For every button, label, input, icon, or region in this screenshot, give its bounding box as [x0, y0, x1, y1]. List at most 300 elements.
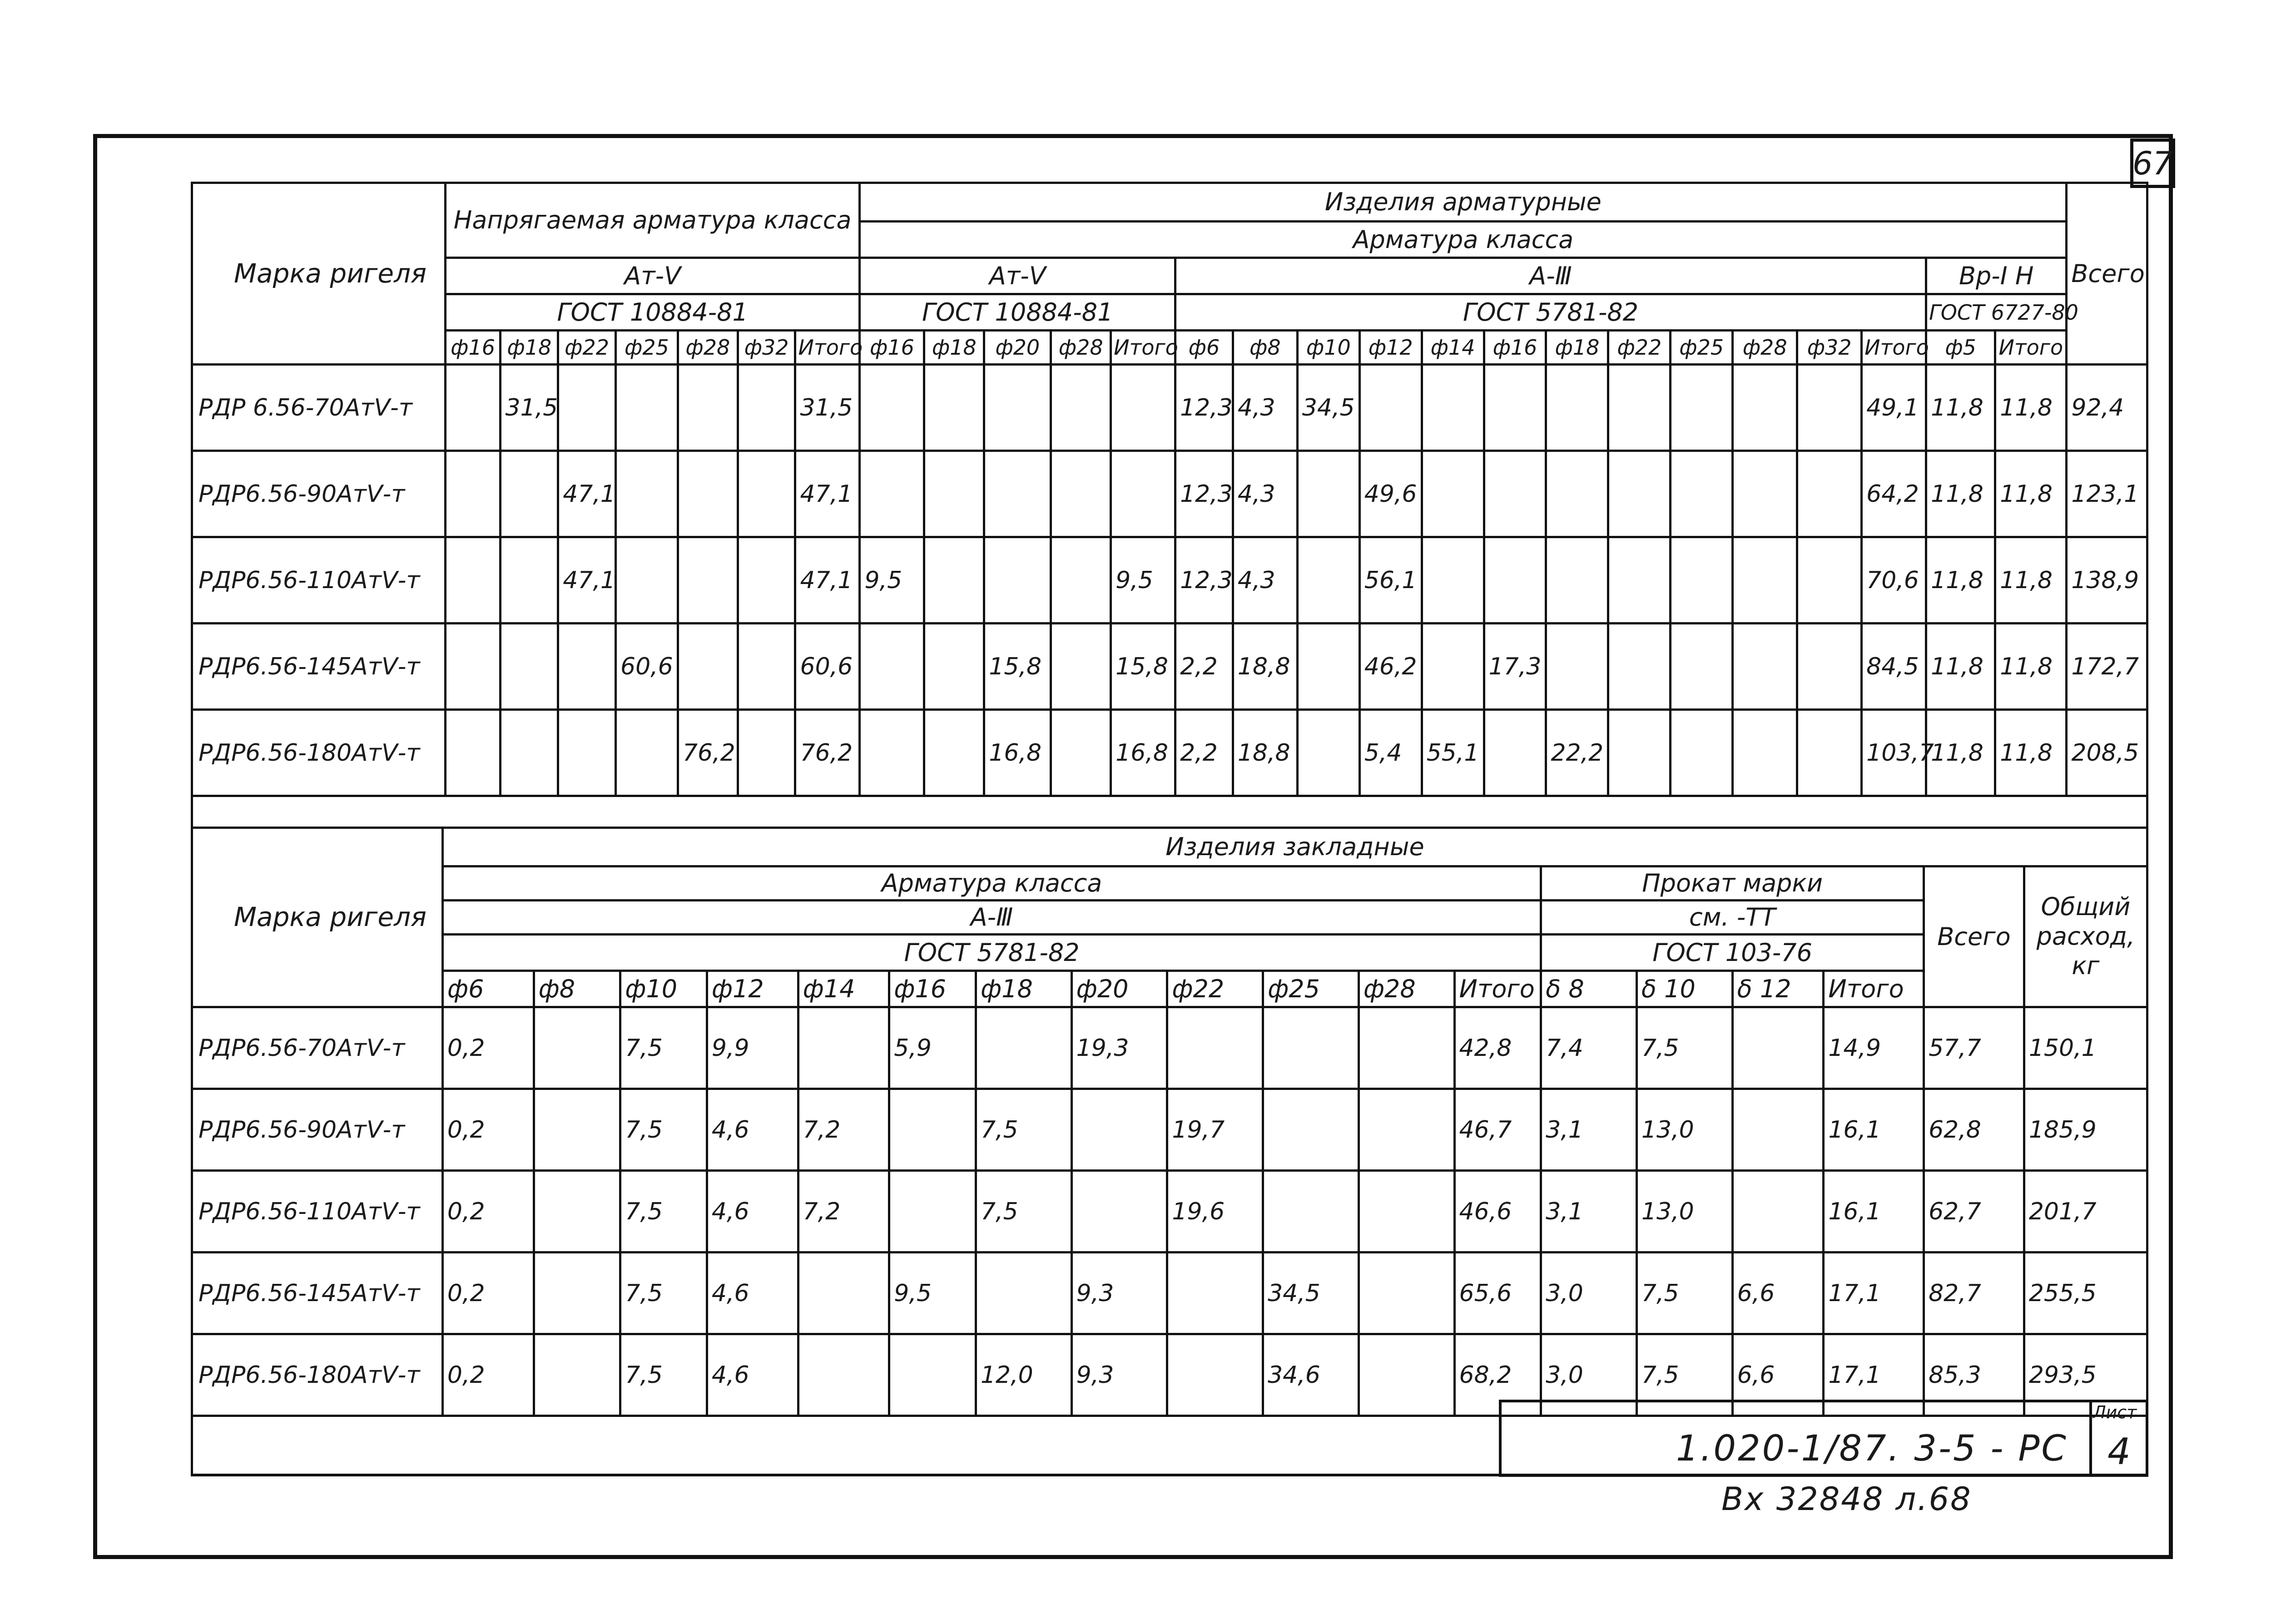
- table-cell: 62,7: [1924, 1171, 2024, 1253]
- table-row: [192, 365, 2147, 451]
- t2-col-header: δ 12: [1732, 971, 1824, 1007]
- t2-col-header: ф12: [707, 971, 798, 1007]
- t1-col-header: ф18: [1546, 331, 1608, 365]
- table-cell: [534, 1007, 620, 1089]
- drawing-frame-right: [2169, 134, 2173, 1555]
- table-cell: 42,8: [1454, 1007, 1541, 1089]
- row-mark: РДР6.56-110АтⅤ-т: [192, 537, 446, 624]
- table-cell: [1263, 1007, 1359, 1089]
- table-cell: [1297, 710, 1359, 796]
- table-cell: 5,4: [1359, 710, 1422, 796]
- table-cell: [976, 1007, 1071, 1089]
- table-cell: 34,5: [1297, 365, 1359, 451]
- table-row: [192, 451, 2147, 537]
- table-cell: 19,6: [1167, 1171, 1263, 1253]
- row-mark: РДР 6.56-70АтⅤ-т: [192, 365, 446, 451]
- t2-body: [192, 1007, 2147, 1416]
- table-cell: [534, 1253, 620, 1334]
- table-cell: 4,3: [1233, 365, 1297, 451]
- sheet-label: Лист: [2093, 1402, 2137, 1422]
- table-cell: [1484, 537, 1546, 624]
- table-cell: 201,7: [2024, 1171, 2147, 1253]
- table-cell: [1733, 537, 1797, 624]
- table-cell: 4,6: [707, 1089, 798, 1171]
- table-cell: 11,8: [1995, 537, 2067, 624]
- table-cell: 7,5: [620, 1089, 707, 1171]
- table-cell: 18,8: [1233, 710, 1297, 796]
- t2-rolled-title: Прокат марки: [1541, 866, 1924, 901]
- table-cell: 9,5: [860, 537, 924, 624]
- table-cell: [445, 624, 501, 710]
- table-cell: [1608, 537, 1671, 624]
- t2-col-header: δ 10: [1636, 971, 1732, 1007]
- table-cell: 6,6: [1732, 1334, 1824, 1416]
- table-cell: [889, 1334, 976, 1416]
- table-cell: 7,5: [976, 1089, 1071, 1171]
- table-cell: 15,8: [984, 624, 1051, 710]
- table-cell: 17,1: [1824, 1253, 1924, 1334]
- table-cell: 138,9: [2067, 537, 2147, 624]
- table-cell: 7,5: [976, 1171, 1071, 1253]
- table-cell: 18,8: [1233, 624, 1297, 710]
- t2-armature-gost: ГОСТ 5781-82: [442, 935, 1541, 971]
- table-cell: 5,9: [889, 1007, 976, 1089]
- table-cell: [860, 624, 924, 710]
- table-cell: 7,5: [620, 1007, 707, 1089]
- table-cell: 12,3: [1175, 365, 1233, 451]
- table-cell: [1797, 624, 1862, 710]
- table-cell: [445, 365, 501, 451]
- row-mark: РДР6.56-90АтⅤ-т: [192, 451, 446, 537]
- t1-total-header: Всего: [2067, 183, 2147, 365]
- table-cell: 22,2: [1546, 710, 1608, 796]
- table-cell: 84,5: [1862, 624, 1926, 710]
- table-cell: [1167, 1007, 1263, 1089]
- table-cell: [1359, 1089, 1454, 1171]
- table-cell: 76,2: [795, 710, 860, 796]
- table-cell: [924, 710, 984, 796]
- table-cell: 34,5: [1263, 1253, 1359, 1334]
- table-cell: 293,5: [2024, 1334, 2147, 1416]
- table-cell: 47,1: [558, 451, 616, 537]
- table-cell: 46,2: [1359, 624, 1422, 710]
- table-cell: 7,2: [798, 1171, 889, 1253]
- table-cell: 15,8: [1111, 624, 1175, 710]
- table-cell: 11,8: [1995, 624, 2067, 710]
- table-cell: [1546, 451, 1608, 537]
- table-cell: [678, 365, 738, 451]
- table-cell: 4,6: [707, 1334, 798, 1416]
- table-cell: 11,8: [1995, 365, 2067, 451]
- t2-overall-header: Общий расход, кг: [2024, 866, 2147, 1007]
- table-cell: [889, 1089, 976, 1171]
- t2-col-header: ф14: [798, 971, 889, 1007]
- table-cell: 2,2: [1175, 624, 1233, 710]
- table-cell: 7,5: [1636, 1334, 1732, 1416]
- table-cell: [558, 710, 616, 796]
- table-cell: 17,1: [1824, 1334, 1924, 1416]
- table-cell: [1797, 451, 1862, 537]
- t1-vp-class: Вр-Ⅰ Н: [1926, 258, 2067, 294]
- table-cell: [1051, 451, 1111, 537]
- table-cell: [1167, 1253, 1263, 1334]
- table-cell: 57,7: [1924, 1007, 2024, 1089]
- table-cell: 4,6: [707, 1253, 798, 1334]
- table-cell: 60,6: [615, 624, 678, 710]
- table-cell: 16,8: [1111, 710, 1175, 796]
- t2-col-header: ф6: [442, 971, 534, 1007]
- t2-col-header: δ 8: [1541, 971, 1637, 1007]
- table-cell: [1359, 1007, 1454, 1089]
- row-mark: РДР6.56-180АтⅤ-т: [192, 1334, 443, 1416]
- table-cell: 34,6: [1263, 1334, 1359, 1416]
- table-cell: 0,2: [442, 1334, 534, 1416]
- table-row: [192, 1007, 2147, 1089]
- table-row: [192, 1171, 2147, 1253]
- table-cell: 12,3: [1175, 451, 1233, 537]
- table-cell: [615, 537, 678, 624]
- table-cell: [924, 624, 984, 710]
- table-cell: [1546, 537, 1608, 624]
- t2-products-title: Изделия закладные: [442, 828, 2147, 866]
- table-cell: 7,5: [1636, 1007, 1732, 1089]
- table-cell: 16,8: [984, 710, 1051, 796]
- table-cell: [1051, 624, 1111, 710]
- table-cell: 11,8: [1926, 451, 1995, 537]
- table-cell: 103,7: [1862, 710, 1926, 796]
- t2-armature-title: Арматура класса: [442, 866, 1541, 901]
- table-cell: [798, 1334, 889, 1416]
- table-cell: [1797, 710, 1862, 796]
- table-cell: 47,1: [795, 537, 860, 624]
- table-cell: [558, 624, 616, 710]
- table-cell: 46,7: [1454, 1089, 1541, 1171]
- table-cell: 7,5: [620, 1253, 707, 1334]
- table-cell: [445, 451, 501, 537]
- table-cell: [976, 1253, 1071, 1334]
- t1-col-header: ф12: [1359, 331, 1422, 365]
- table-cell: [1263, 1089, 1359, 1171]
- table-cell: [678, 451, 738, 537]
- table-cell: [1071, 1089, 1167, 1171]
- table-cell: [738, 451, 795, 537]
- table-cell: 185,9: [2024, 1089, 2147, 1171]
- t1-at5-class: Ат-Ⅴ: [860, 258, 1175, 294]
- table-cell: [615, 365, 678, 451]
- t2-col-header: Итого: [1824, 971, 1924, 1007]
- row-mark: РДР6.56-70АтⅤ-т: [192, 1007, 443, 1089]
- table-cell: [1422, 624, 1484, 710]
- table-cell: 11,8: [1926, 710, 1995, 796]
- table-cell: [1733, 624, 1797, 710]
- t1-col-header: Итого: [795, 331, 860, 365]
- table-cell: [678, 537, 738, 624]
- t1-col-header: ф16: [445, 331, 501, 365]
- t1-col-header: ф22: [1608, 331, 1671, 365]
- table-cell: 255,5: [2024, 1253, 2147, 1334]
- inventory-number: Вх 32848 л.68: [1721, 1480, 1972, 1518]
- table-cell: 0,2: [442, 1171, 534, 1253]
- table-cell: 3,1: [1541, 1089, 1637, 1171]
- t2-col-header: ф10: [620, 971, 707, 1007]
- table-cell: 4,3: [1233, 451, 1297, 537]
- t2-col-header: ф28: [1359, 971, 1454, 1007]
- table-cell: [1297, 624, 1359, 710]
- table-cell: [1671, 365, 1733, 451]
- table-cell: [798, 1253, 889, 1334]
- t1-col-header: ф25: [1671, 331, 1733, 365]
- table-cell: 65,6: [1454, 1253, 1541, 1334]
- table-cell: [534, 1334, 620, 1416]
- table-cell: [1359, 365, 1422, 451]
- table-row: [192, 537, 2147, 624]
- table-cell: [501, 451, 558, 537]
- table-cell: [1732, 1171, 1824, 1253]
- table-cell: 12,0: [976, 1334, 1071, 1416]
- table-cell: [1733, 365, 1797, 451]
- table-cell: 31,5: [501, 365, 558, 451]
- t1-body: [192, 365, 2147, 796]
- table-cell: [1546, 624, 1608, 710]
- table-cell: [860, 710, 924, 796]
- t2-col-header: ф8: [534, 971, 620, 1007]
- table-cell: [1608, 624, 1671, 710]
- table-cell: 62,8: [1924, 1089, 2024, 1171]
- t1-col-header: ф14: [1422, 331, 1484, 365]
- table-cell: 68,2: [1454, 1334, 1541, 1416]
- t1-prestressed-title: Напрягаемая арматура класса: [445, 183, 860, 258]
- table-cell: 7,4: [1541, 1007, 1637, 1089]
- table-cell: [445, 537, 501, 624]
- t1-at5-gost: ГОСТ 10884-81: [860, 294, 1175, 331]
- table-cell: 7,5: [620, 1334, 707, 1416]
- table-cell: [678, 624, 738, 710]
- table-cell: 150,1: [2024, 1007, 2147, 1089]
- table-cell: [984, 451, 1051, 537]
- table-cell: [534, 1171, 620, 1253]
- t1-col-header: ф18: [501, 331, 558, 365]
- table-cell: 64,2: [1862, 451, 1926, 537]
- table-cell: [1732, 1089, 1824, 1171]
- t2-col-header: ф16: [889, 971, 976, 1007]
- page-number: 67: [2130, 139, 2175, 188]
- reinforcement-table: [191, 182, 2148, 797]
- table-cell: [860, 451, 924, 537]
- table-cell: 70,6: [1862, 537, 1926, 624]
- table-row: [192, 1253, 2147, 1334]
- table-cell: 9,3: [1071, 1253, 1167, 1334]
- table-cell: 3,1: [1541, 1171, 1637, 1253]
- t2-col-header: ф20: [1071, 971, 1167, 1007]
- table-cell: [860, 365, 924, 451]
- table-cell: [1733, 451, 1797, 537]
- t1-products-title: Изделия арматурные: [860, 183, 2067, 222]
- t2-rolled-grade: см. -ТТ: [1541, 901, 1924, 935]
- t2-col-header: Итого: [1454, 971, 1541, 1007]
- t1-prestressed-class: Ат-Ⅴ: [445, 258, 860, 294]
- table-cell: 4,3: [1233, 537, 1297, 624]
- t1-col-header: ф16: [1484, 331, 1546, 365]
- t1-col-header: ф5: [1926, 331, 1995, 365]
- table-cell: [924, 451, 984, 537]
- table-cell: 9,9: [707, 1007, 798, 1089]
- table-cell: [1671, 537, 1733, 624]
- table-cell: 16,1: [1824, 1089, 1924, 1171]
- t1-col-header: ф32: [1797, 331, 1862, 365]
- table-cell: [924, 537, 984, 624]
- table-cell: [1297, 537, 1359, 624]
- table-cell: 9,5: [1111, 537, 1175, 624]
- table-cell: [1167, 1334, 1263, 1416]
- table-cell: 76,2: [678, 710, 738, 796]
- t2-column-headers: [192, 971, 2147, 1007]
- table-cell: [1297, 451, 1359, 537]
- table-cell: [558, 365, 616, 451]
- table-cell: 11,8: [1995, 451, 2067, 537]
- table-cell: [889, 1171, 976, 1253]
- t1-col-header: ф28: [678, 331, 738, 365]
- table-cell: [1608, 365, 1671, 451]
- table-cell: 7,5: [1636, 1253, 1732, 1334]
- table-separator: [191, 783, 2148, 827]
- table-cell: [1051, 365, 1111, 451]
- t1-col-header: ф28: [1733, 331, 1797, 365]
- table-cell: 13,0: [1636, 1089, 1732, 1171]
- table-cell: 46,6: [1454, 1171, 1541, 1253]
- table-cell: [1671, 624, 1733, 710]
- table-cell: 85,3: [1924, 1334, 2024, 1416]
- table-cell: [1733, 710, 1797, 796]
- table-cell: [1797, 537, 1862, 624]
- table-cell: 11,8: [1926, 537, 1995, 624]
- table-cell: 123,1: [2067, 451, 2147, 537]
- table-cell: [501, 710, 558, 796]
- table-cell: 55,1: [1422, 710, 1484, 796]
- table-cell: 19,7: [1167, 1089, 1263, 1171]
- table-cell: 17,3: [1484, 624, 1546, 710]
- table-row: [192, 710, 2147, 796]
- t1-col-header: ф8: [1233, 331, 1297, 365]
- sheet-number: 4: [2107, 1431, 2131, 1473]
- table-cell: 9,5: [889, 1253, 976, 1334]
- table-cell: [1608, 710, 1671, 796]
- table-cell: [615, 451, 678, 537]
- table-cell: [1671, 710, 1733, 796]
- table-cell: [445, 710, 501, 796]
- table-cell: [501, 537, 558, 624]
- table-cell: 4,6: [707, 1171, 798, 1253]
- table-cell: 12,3: [1175, 537, 1233, 624]
- t1-col-header: ф28: [1051, 331, 1111, 365]
- t1-a3-class: А-Ⅲ: [1175, 258, 1926, 294]
- t1-mark-header: Марка ригеля: [192, 183, 446, 365]
- table-cell: [1263, 1171, 1359, 1253]
- table-cell: [1608, 451, 1671, 537]
- t2-armature-class: А-Ⅲ: [442, 901, 1541, 935]
- table-cell: 0,2: [442, 1089, 534, 1171]
- table-cell: [1671, 451, 1733, 537]
- table-cell: [738, 710, 795, 796]
- table-cell: 31,5: [795, 365, 860, 451]
- table-cell: 0,2: [442, 1007, 534, 1089]
- t1-column-headers: [192, 331, 2147, 365]
- t1-prestressed-gost: ГОСТ 10884-81: [445, 294, 860, 331]
- table-cell: [738, 624, 795, 710]
- table-cell: [1051, 537, 1111, 624]
- table-cell: 56,1: [1359, 537, 1422, 624]
- t1-col-header: ф6: [1175, 331, 1233, 365]
- table-cell: 11,8: [1926, 624, 1995, 710]
- table-cell: 60,6: [795, 624, 860, 710]
- row-mark: РДР6.56-145АтⅤ-т: [192, 624, 446, 710]
- table-cell: 11,8: [1926, 365, 1995, 451]
- t1-col-header: Итого: [1111, 331, 1175, 365]
- t1-col-header: ф32: [738, 331, 795, 365]
- table-cell: [501, 624, 558, 710]
- table-cell: 7,2: [798, 1089, 889, 1171]
- table-cell: [1546, 365, 1608, 451]
- table-cell: 0,2: [442, 1253, 534, 1334]
- table-cell: [738, 365, 795, 451]
- table-cell: 3,0: [1541, 1253, 1637, 1334]
- table-cell: [1797, 365, 1862, 451]
- t1-col-header: ф10: [1297, 331, 1359, 365]
- t2-col-header: ф18: [976, 971, 1071, 1007]
- t1-col-header: ф20: [984, 331, 1051, 365]
- table-cell: 6,6: [1732, 1253, 1824, 1334]
- row-mark: РДР6.56-180АтⅤ-т: [192, 710, 446, 796]
- table-cell: [1071, 1171, 1167, 1253]
- table-cell: 7,5: [620, 1171, 707, 1253]
- table-cell: [534, 1089, 620, 1171]
- t2-col-header: ф22: [1167, 971, 1263, 1007]
- table-cell: 47,1: [795, 451, 860, 537]
- table-cell: [1732, 1007, 1824, 1089]
- table-cell: 172,7: [2067, 624, 2147, 710]
- table-cell: 82,7: [1924, 1253, 2024, 1334]
- table-row: [192, 624, 2147, 710]
- t1-col-header: Итого: [1862, 331, 1926, 365]
- t1-col-header: ф22: [558, 331, 616, 365]
- table-cell: [1111, 365, 1175, 451]
- table-cell: 208,5: [2067, 710, 2147, 796]
- table-cell: [1422, 451, 1484, 537]
- t1-col-header: Итого: [1995, 331, 2067, 365]
- t2-mark-header: Марка ригеля: [192, 828, 443, 1007]
- t1-vp-gost: ГОСТ 6727-80: [1926, 294, 2067, 331]
- table-cell: [1359, 1334, 1454, 1416]
- table-cell: 49,6: [1359, 451, 1422, 537]
- table-cell: [984, 365, 1051, 451]
- table-row: [192, 1089, 2147, 1171]
- table-cell: [1484, 710, 1546, 796]
- table-cell: 13,0: [1636, 1171, 1732, 1253]
- embedded-items-table: [191, 827, 2148, 1417]
- t2-rolled-gost: ГОСТ 103-76: [1541, 935, 1924, 971]
- t2-total-header: Всего: [1924, 866, 2024, 1007]
- table-cell: [1422, 537, 1484, 624]
- table-cell: [615, 710, 678, 796]
- table-cell: [1484, 451, 1546, 537]
- t2-col-header: ф25: [1263, 971, 1359, 1007]
- table-cell: [1111, 451, 1175, 537]
- table-cell: 19,3: [1071, 1007, 1167, 1089]
- t1-col-header: ф25: [615, 331, 678, 365]
- table-cell: 16,1: [1824, 1171, 1924, 1253]
- table-cell: 14,9: [1824, 1007, 1924, 1089]
- table-cell: [1422, 365, 1484, 451]
- table-cell: 11,8: [1995, 710, 2067, 796]
